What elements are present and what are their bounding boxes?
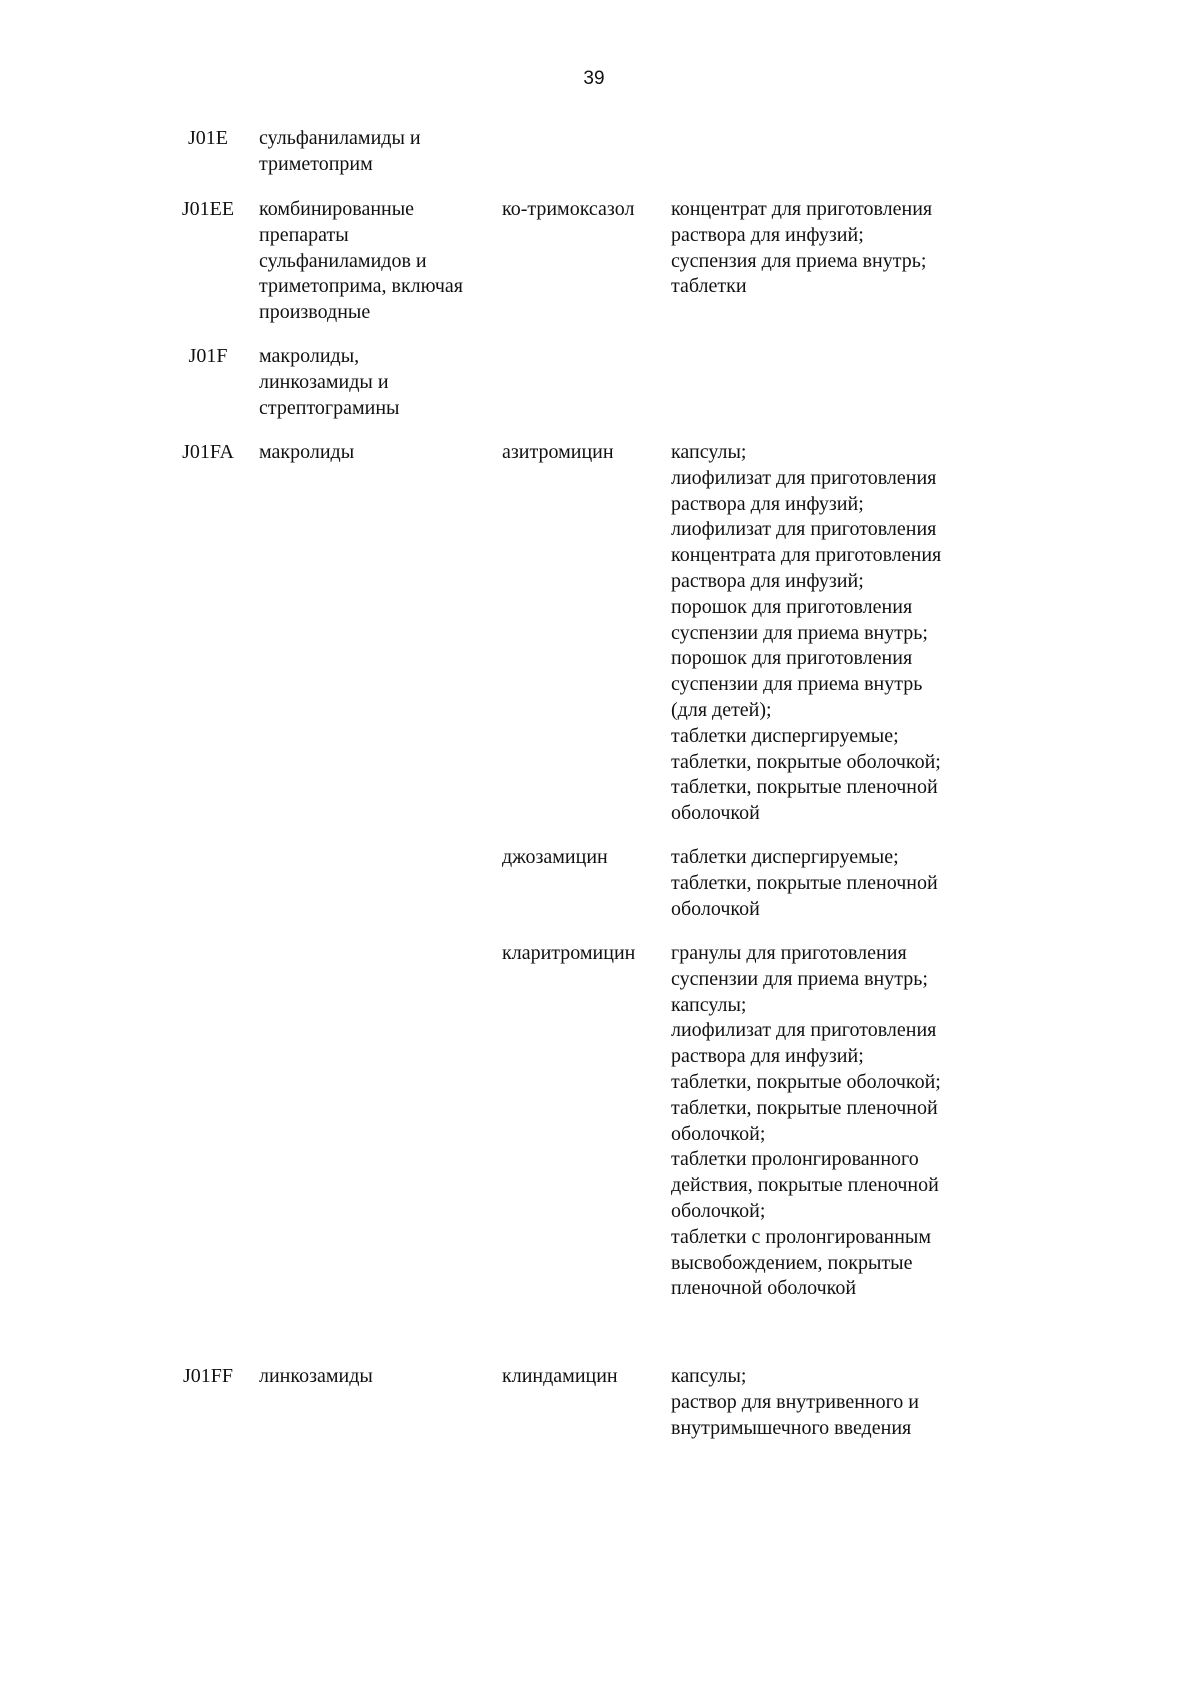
atc-code: J01E: [188, 127, 228, 149]
dosage-forms: капсулы; раствор для внутривенного и внутримышечного введения: [671, 1365, 920, 1439]
atc-group-name: комбинированные препараты сульфаниламидов и триметоприма, включая производные: [259, 198, 463, 324]
atc-code: J01FF: [182, 1365, 234, 1387]
drug-name: клиндамицин: [502, 1365, 618, 1387]
drug-name: азитромицин: [502, 441, 614, 463]
atc-group-name: макролиды: [259, 441, 355, 463]
atc-group-name: линкозамиды: [259, 1365, 373, 1387]
drug-name: кларитромицин: [502, 942, 636, 964]
atc-code: J01EE: [181, 198, 235, 220]
atc-code: J01F: [188, 345, 228, 367]
page-number: 39: [583, 68, 605, 89]
dosage-forms: капсулы; лиофилизат для приготовления раствора для инфузий; лиофилизат для приготовления концентрата для приготовления раствора для инфузий; порошок для приготовления суспензии для приема внутрь; порошок для приготовления суспензии для приема внутрь (для детей); таблетки диспергируемые; таблетки, покрытые оболочкой; таблетки, покрытые пленочной оболочкой: [671, 441, 942, 825]
dosage-forms: концентрат для приготовления раствора для инфузий; суспензия для приема внутрь; таблетки: [671, 198, 933, 298]
atc-group-name: сульфаниламиды и триметоприм: [259, 127, 421, 175]
atc-code: J01FA: [182, 441, 234, 463]
drug-name: джозамицин: [502, 846, 608, 868]
dosage-forms: таблетки диспергируемые; таблетки, покрытые пленочной оболочкой: [671, 846, 938, 920]
dosage-forms: гранулы для приготовления суспензии для приема внутрь; капсулы; лиофилизат для приготовления раствора для инфузий; таблетки, покрытые оболочкой; таблетки, покрытые пленочной оболочкой; таблетки пролонгированного действия, покрытые пленочной оболочкой; таблетки с пролонгированным высвобождением, покрытые пленочной оболочкой: [671, 942, 941, 1300]
drug-name: ко-тримоксазол: [502, 198, 635, 220]
atc-group-name: макролиды, линкозамиды и стрептограмины: [259, 345, 400, 419]
